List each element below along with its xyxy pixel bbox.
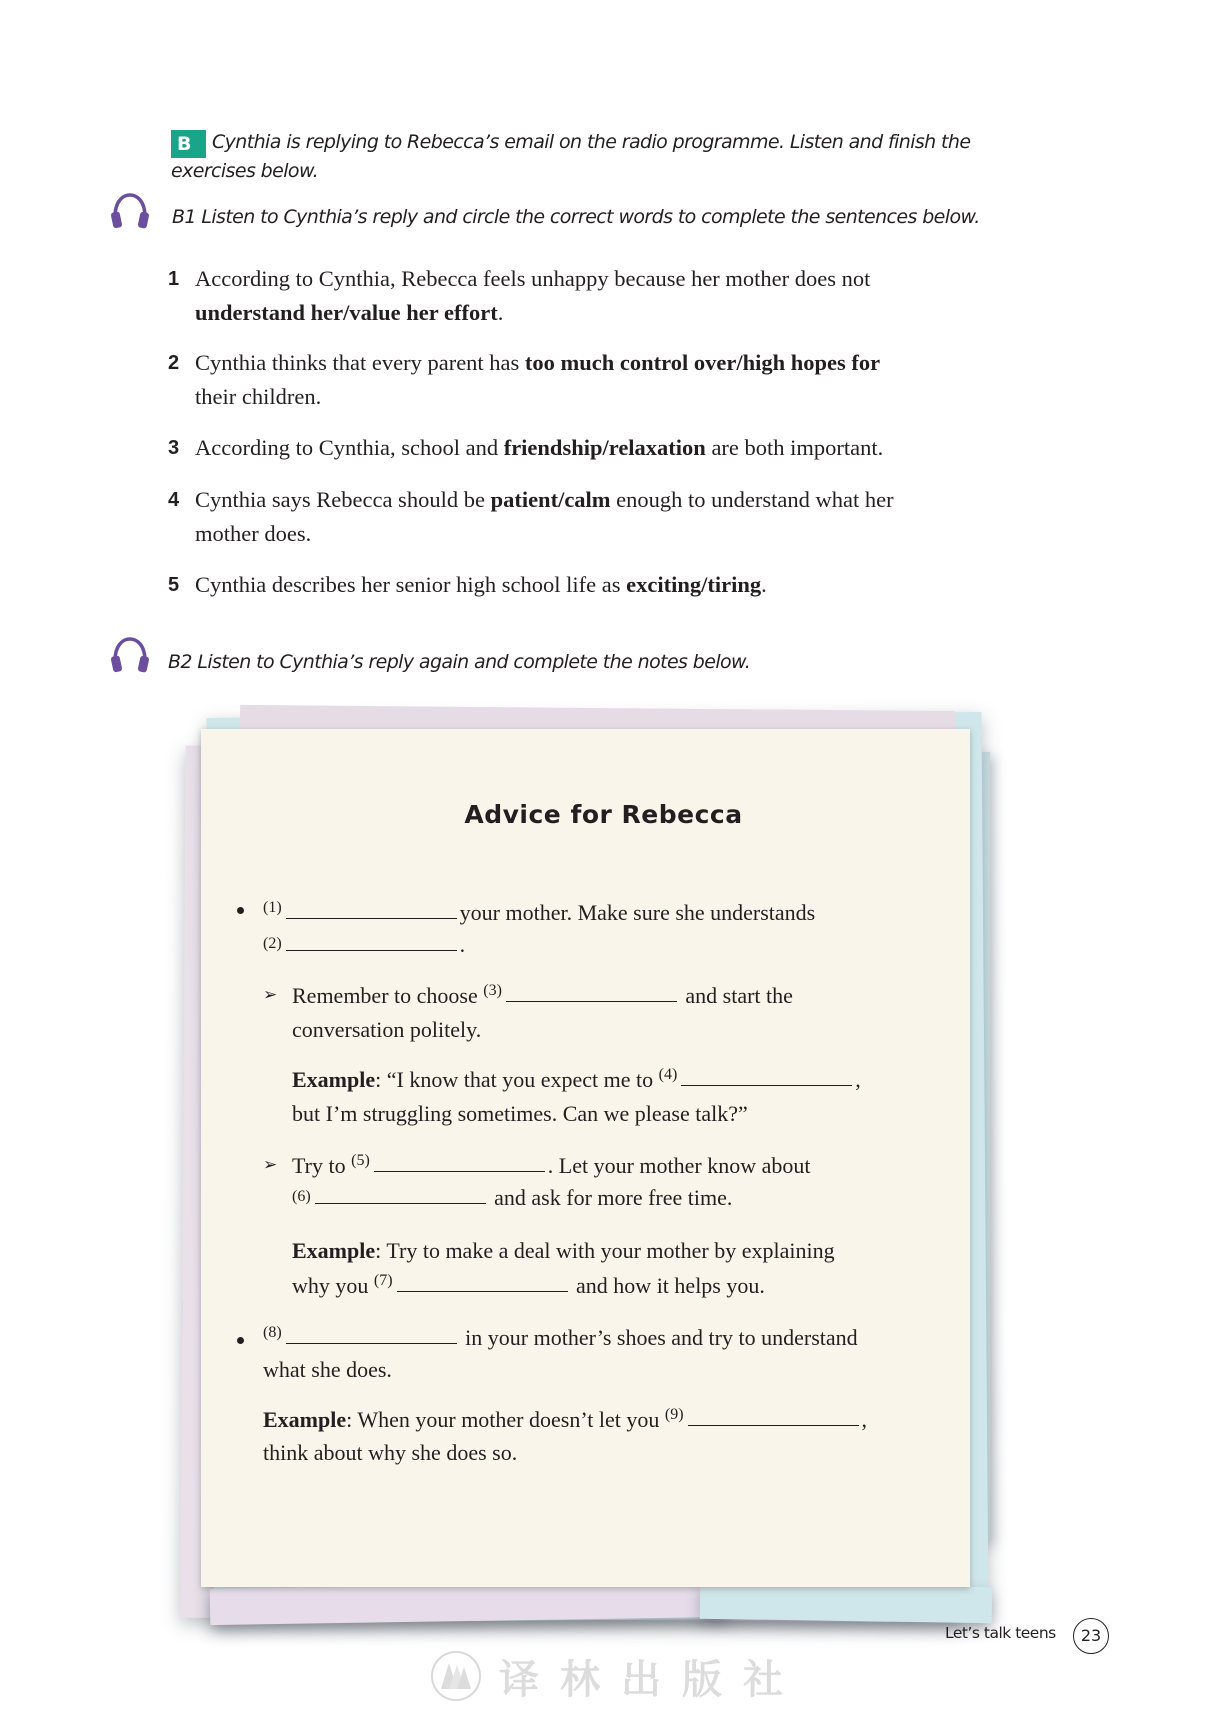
headphones-icon[interactable] <box>110 637 150 671</box>
answer-options[interactable]: exciting/tiring <box>626 572 762 597</box>
item-number: 5 <box>168 574 180 596</box>
tree-logo-icon <box>431 1651 481 1701</box>
notes-example3-line2: think about why she does so. <box>263 1440 518 1465</box>
bullet-icon <box>237 907 244 914</box>
notes-example2-line1: Example: Try to make a deal with your mother by explaining <box>292 1238 835 1263</box>
item-text: Cynthia thinks that every parent has <box>195 350 525 375</box>
b2-instruction: B2 Listen to Cynthia’s reply again and complete the notes below. <box>168 651 751 673</box>
watermark-text: 译林出版社 <box>499 1655 804 1703</box>
blank-5[interactable] <box>374 1151 545 1172</box>
notes-bullet1-line1: $^{(1)}$ your mother. Make sure she understands <box>263 899 816 925</box>
blank-6[interactable] <box>315 1183 486 1204</box>
answer-options[interactable]: too much control over/high hopes for <box>524 350 881 375</box>
item-text-cont: their children. <box>195 384 322 409</box>
notes-bullet2-line2: what she does. <box>263 1357 392 1382</box>
headphones-icon[interactable] <box>110 193 150 227</box>
answer-options[interactable]: friendship/relaxation <box>503 435 706 460</box>
page-number: 23 <box>1073 1618 1109 1654</box>
blank-3[interactable] <box>506 981 677 1002</box>
section-instruction-line1: Cynthia is replying to Rebecca’s email on the radio programme. Listen and finish the <box>212 131 971 153</box>
item-text: According to Cynthia, Rebecca feels unhappy because her mother does not <box>195 266 871 291</box>
notes-example1-line2: but I’m struggling sometimes. Can we please talk?” <box>292 1101 748 1126</box>
blank-1[interactable] <box>286 898 457 919</box>
notes-example2-line2: why you $^{(7)}$ and how it helps you. <box>292 1272 765 1298</box>
answer-options[interactable]: patient/calm <box>490 487 611 512</box>
item-text-cont: mother does. <box>195 521 312 546</box>
section-instruction-line2: exercises below. <box>171 160 319 182</box>
notes-bullet1-line2: (2) . <box>263 932 466 957</box>
notes-sub2-line2: (6) and ask for more free time. <box>292 1185 733 1210</box>
section-badge: B <box>171 130 206 158</box>
notes-sub1-line1: Remember to choose $^{(3)}$ and start the <box>292 982 793 1008</box>
notes-example1-line1: Example: “I know that you expect me to $^{(4)}$ , <box>292 1066 861 1092</box>
notes-example3-line1: Example: When your mother doesn’t let you $^{(9)}$ , <box>263 1406 868 1432</box>
publisher-watermark <box>431 1650 804 1702</box>
answer-options[interactable]: understand her/value her effort <box>195 300 498 325</box>
item-text: Cynthia describes her senior high school life as <box>195 572 627 597</box>
item-text: According to Cynthia, school and <box>195 435 504 460</box>
item-number: 4 <box>168 489 180 511</box>
arrow-bullet-icon: ➢ <box>263 1155 278 1174</box>
bullet-icon <box>237 1337 244 1344</box>
blank-7[interactable] <box>397 1271 568 1292</box>
blank-4[interactable] <box>681 1065 852 1086</box>
item-number: 1 <box>168 268 180 290</box>
notes-title: Advice for Rebecca <box>464 800 743 829</box>
item-number: 2 <box>168 352 180 374</box>
notes-sub2-line1: Try to $^{(5)}$ . Let your mother know about <box>292 1152 811 1178</box>
unit-title: Let’s talk teens <box>945 1624 1056 1642</box>
blank-8[interactable] <box>286 1323 457 1344</box>
paper-sheet-decoration <box>700 1583 993 1624</box>
arrow-bullet-icon: ➢ <box>263 985 278 1004</box>
blank-2[interactable] <box>286 930 457 951</box>
blank-9[interactable] <box>688 1405 859 1426</box>
notes-bullet2-line1: $^{(8)}$ in your mother’s shoes and try to understand <box>263 1324 858 1350</box>
item-number: 3 <box>168 437 180 459</box>
notes-sub1-line2: conversation politely. <box>292 1017 482 1042</box>
item-text: Cynthia says Rebecca should be <box>195 487 491 512</box>
b1-instruction: B1 Listen to Cynthia’s reply and circle the correct words to complete the sentences below. <box>172 206 980 228</box>
